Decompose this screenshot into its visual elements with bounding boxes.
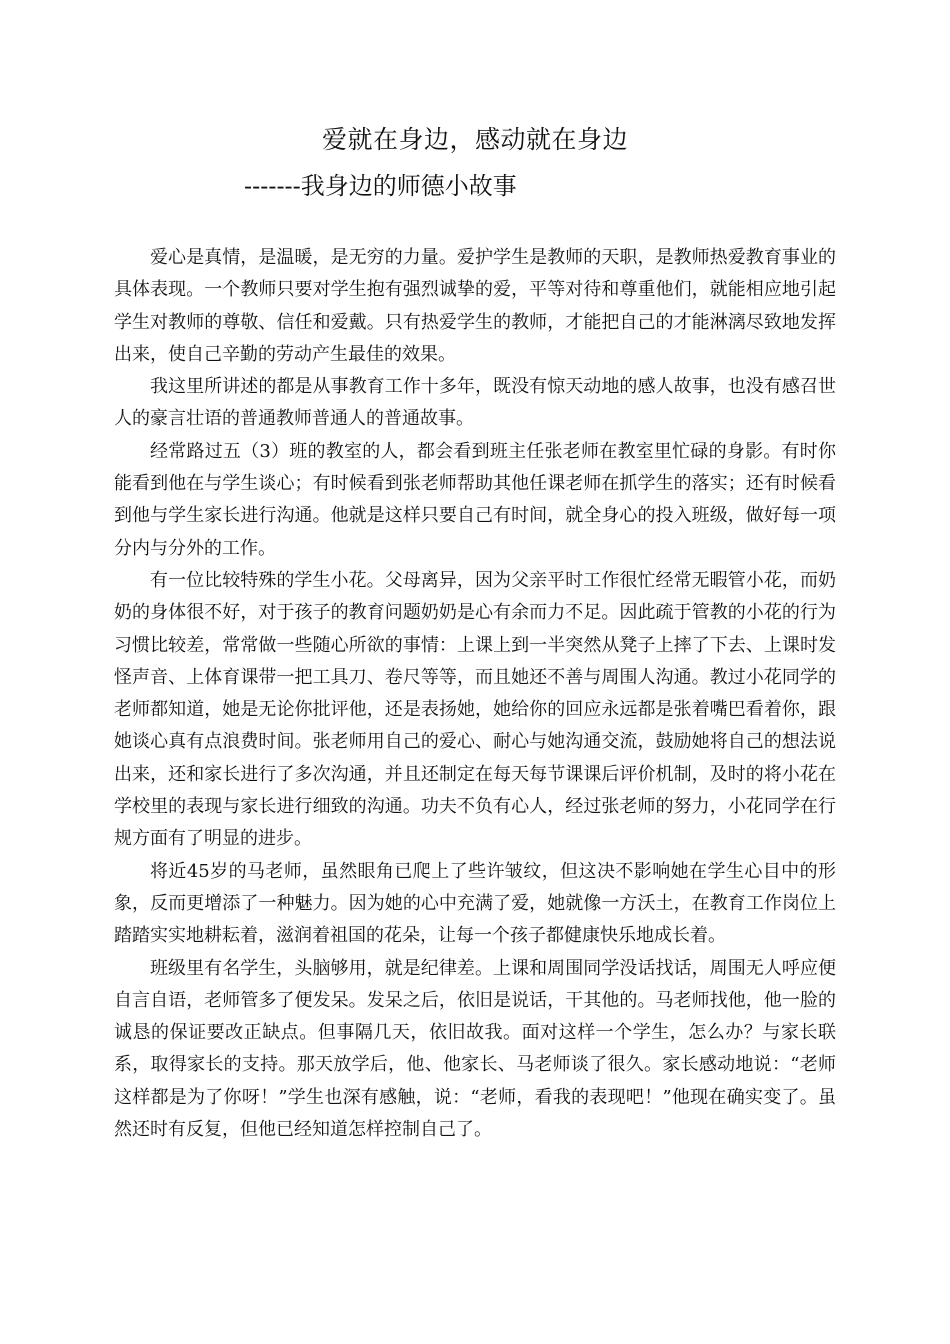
paragraph: 爱心是真情，是温暖，是无穷的力量。爱护学生是教师的天职，是教师热爱教育事业的具体表现。一个教师只要对学生抱有强烈诚挚的爱，平等对待和尊重他们，就能相应地引起学生对教师的尊敬、信任和爱戴。只有热爱学生的教师，才能把自己的才能淋漓尽致地发挥出来，使自己辛勤的劳动产生最佳的效果。	[114, 247, 836, 365]
document-subtitle: -------我身边的师德小故事	[244, 172, 517, 200]
document-title: 爱就在身边，感动就在身边	[321, 125, 628, 154]
paragraph: 经常路过五（3）班的教室的人，都会看到班主任张老师在教室里忙碌的身影。有时你能看到他在与学生谈心；有时候看到张老师帮助其他任课老师在抓学生的落实；还有时候看到他与学生家长进行沟通。他就是这样只要自己有时间，就全身心的投入班级，做好每一项分内与分外的工作。	[114, 440, 836, 559]
paragraph: 有一位比较特殊的学生小花。父母离异，因为父亲平时工作很忙经常无暇管小花，而奶奶的身体很不好，对于孩子的教育问题奶奶是心有余而力不足。因此疏于管教的小花的行为习惯比较差，常常做一些随心所欲的事情：上课上到一半突然从凳子上摔了下去、上课时发怪声音、上体育课带一把工具刀、卷尺等等，而且她还不善与周围人沟通。教过小花同学的老师都知道，她是无论你批评他，还是表扬她，她给你的回应永远都是张着嘴巴看着你，跟她谈心真有点浪费时间。张老师用自己的爱心、耐心与她沟通交流，鼓励她将自己的想法说出来，还和家长进行了多次沟通，并且还制定在每天每节课课后评价机制，及时的将小花在学校里的表现与家长进行细致的沟通。功夫不负有心人，经过张老师的努力，小花同学在行规方面有了明显的进步。	[114, 569, 836, 850]
document-body	[114, 242, 836, 1146]
paragraph: 班级里有名学生，头脑够用，就是纪律差。上课和周围同学没话找话，周围无人呼应便自言自语，老师管多了便发呆。发呆之后，依旧是说话，干其他的。马老师找他，他一脸的诚恳的保证要改正缺点。但事隔几天，依旧故我。面对这样一个学生，怎么办？与家长联系，取得家长的支持。那天放学后，他、他家长、马老师谈了很久。家长感动地说：“老师这样都是为了你呀！”学生也深有感触，说：“老师，看我的表现吧！”他现在确实变了。虽然还时有反复，但他已经知道怎样控制自己了。	[114, 957, 836, 1141]
paragraph: 我这里所讲述的都是从事教育工作十多年，既没有惊天动地的感人故事，也没有感召世人的豪言壮语的普通教师普通人的普通故事。	[114, 376, 836, 430]
paragraph: 将近45岁的马老师，虽然眼角已爬上了些许皱纹，但这决不影响她在学生心目中的形象，反而更增添了一种魅力。因为她的心中充满了爱，她就像一方沃土，在教育工作岗位上踏踏实实地耕耘着，滋润着祖国的花朵，让每一个孩子都健康快乐地成长着。	[114, 860, 836, 947]
